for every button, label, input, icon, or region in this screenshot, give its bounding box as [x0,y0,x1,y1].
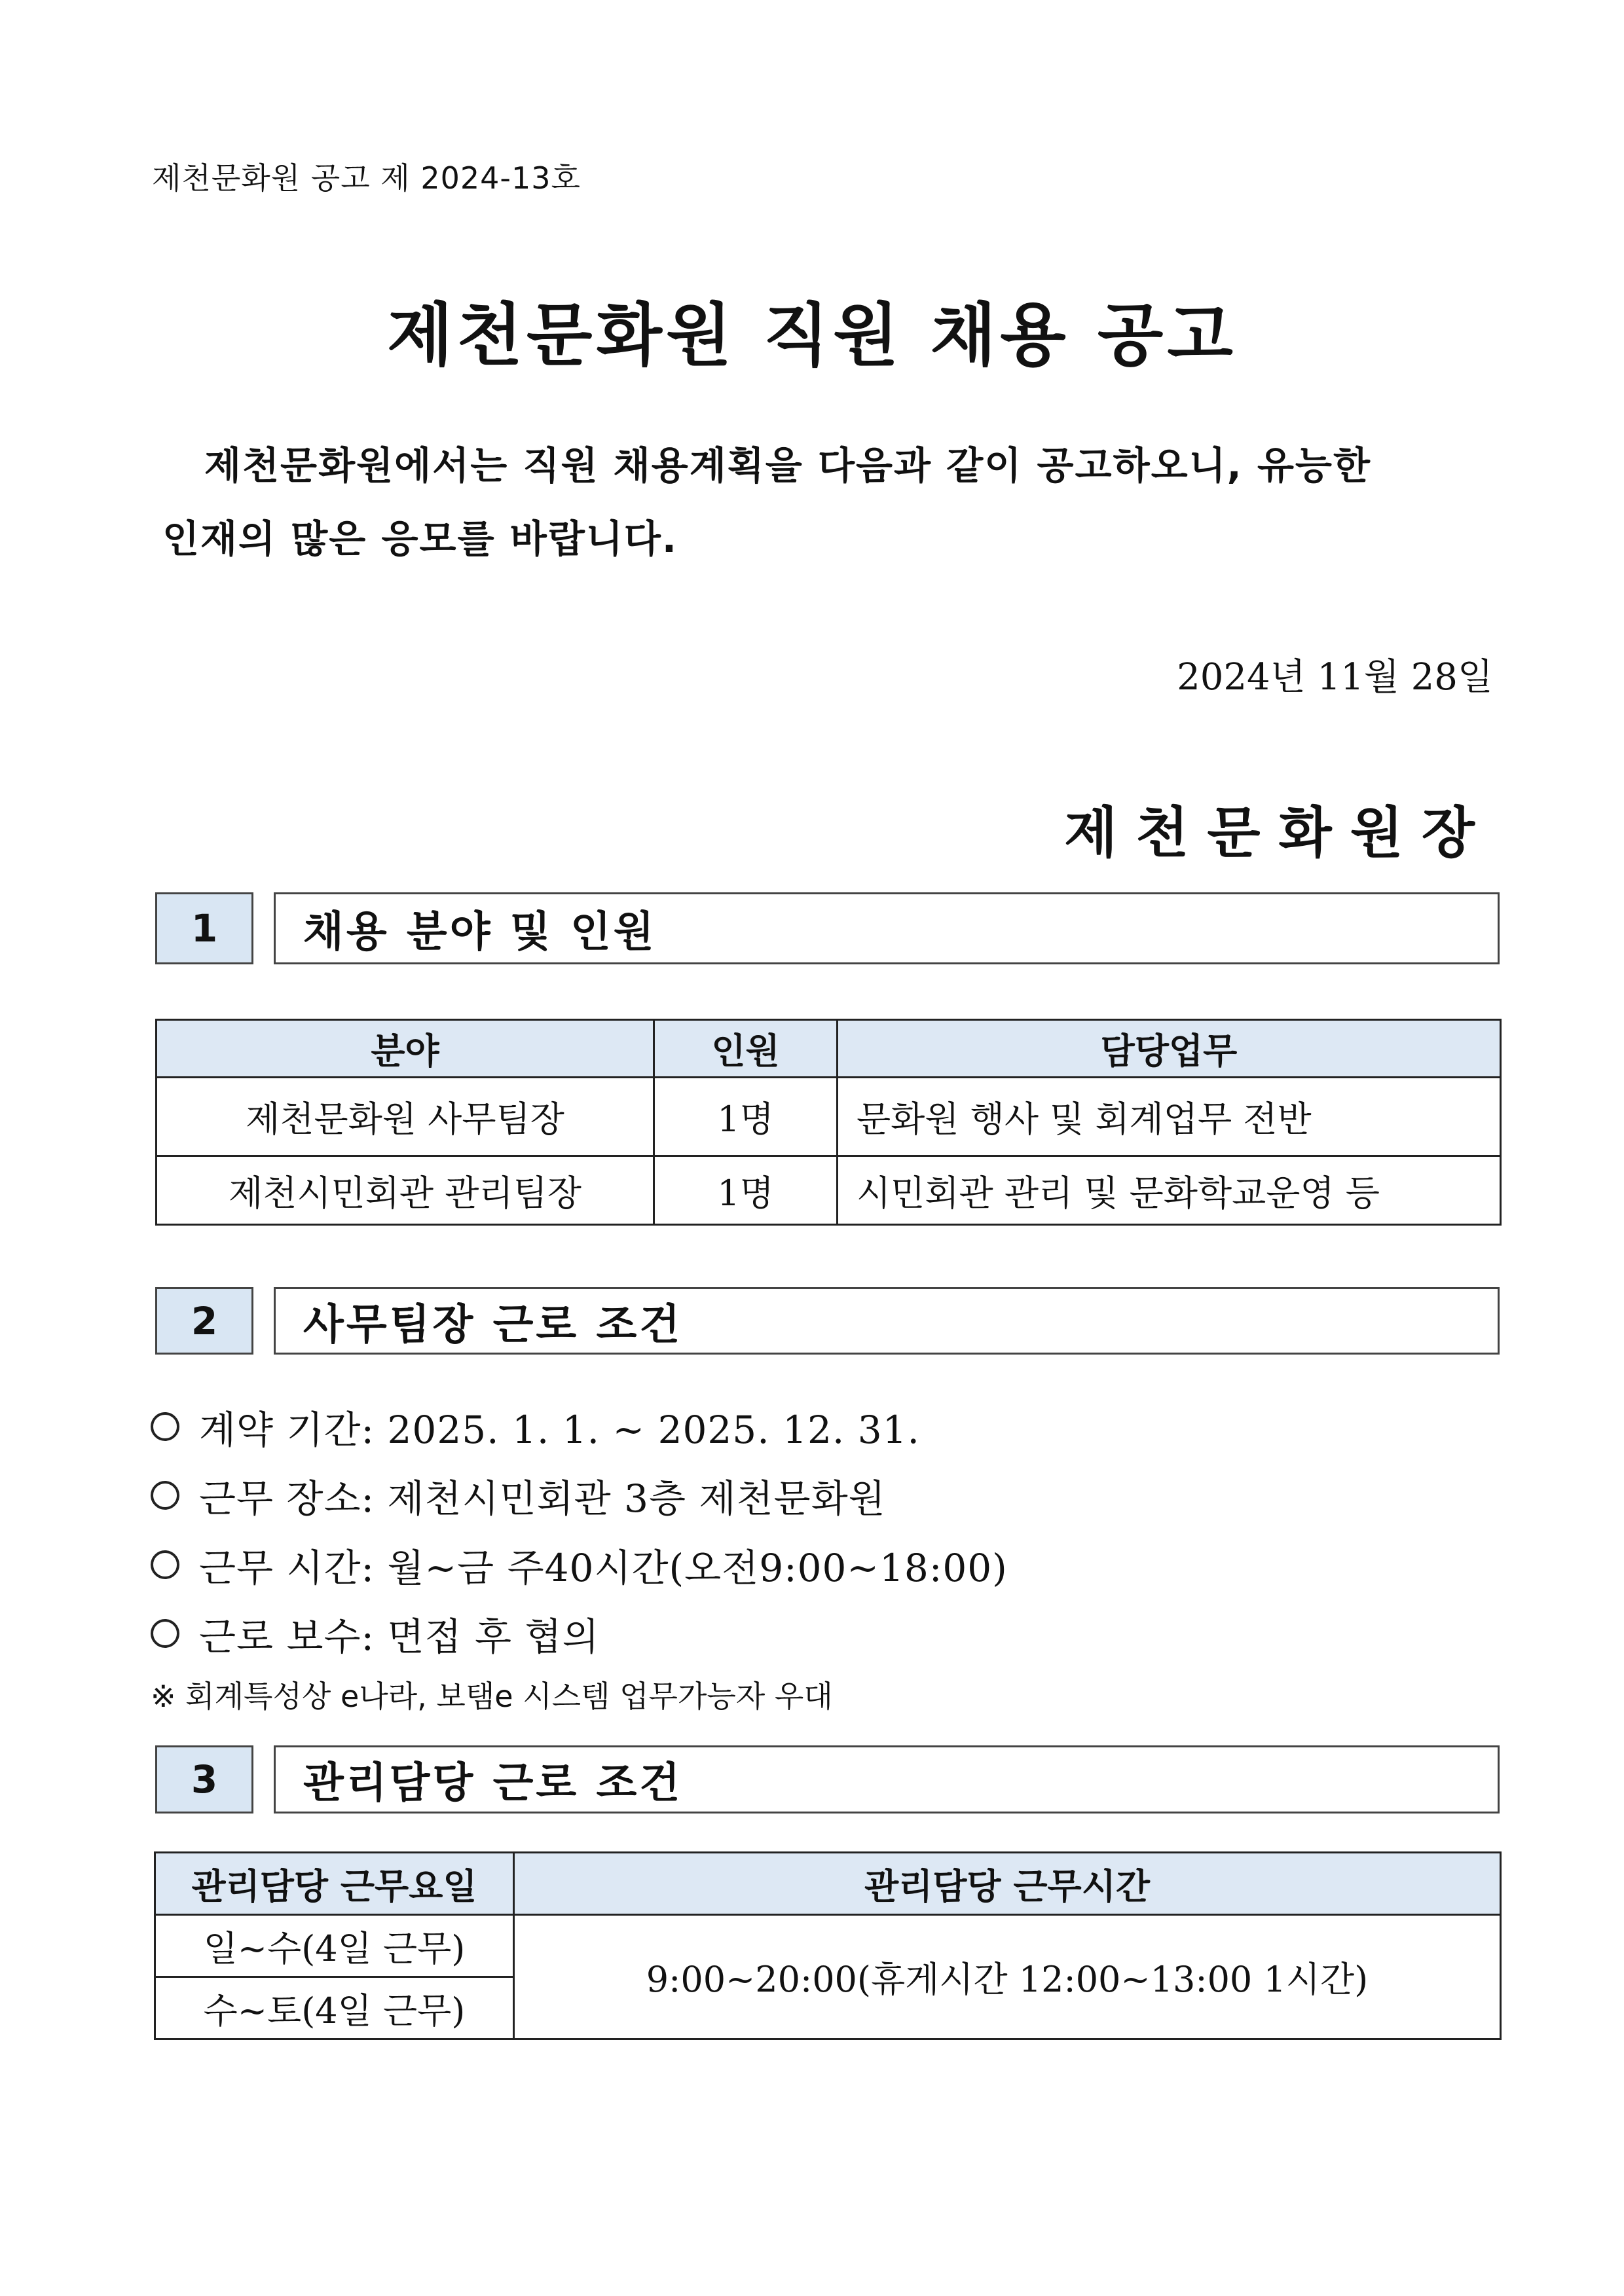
section-1-number: 1 [155,892,253,964]
table-cell: 제천문화원 사무팀장 [157,1078,654,1156]
intro-line-2: 인재의 많은 응모를 바랍니다. [162,517,678,561]
table-cell: 제천시민회관 관리팀장 [157,1156,654,1225]
condition-text: 근무 장소: 제천시민회관 3층 제천문화원 [199,1476,886,1521]
section-3-title: 관리담당 근로 조건 [274,1745,1500,1813]
table-row [157,1078,1501,1156]
table-cell: 1명 [654,1078,838,1156]
table-header-row [155,1853,1501,1915]
column-header: 담당업무 [838,1020,1501,1078]
condition-item [151,1399,920,1454]
table-cell: 문화원 행사 및 회계업무 전반 [838,1078,1501,1156]
column-header: 관리담당 근무시간 [514,1853,1501,1915]
circle-bullet-icon [151,1481,179,1510]
section-2-number: 2 [155,1287,253,1355]
condition-text: 계약 기간: 2025. 1. 1. ~ 2025. 12. 31. [199,1408,920,1452]
signer: 제천문화원장 [1064,801,1493,865]
notice-date: 2024년 11월 28일 [1177,656,1493,699]
preference-note: ※ 회계특성상 e나라, 보탬e 시스템 업무가능자 우대 [151,1679,833,1714]
notice-number: 제천문화원 공고 제 2024-13호 [152,160,581,196]
section-1-title: 채용 분야 및 인원 [274,892,1500,964]
condition-text: 근로 보수: 면접 후 협의 [199,1614,600,1659]
column-header: 관리담당 근무요일 [155,1853,514,1915]
table-row [157,1156,1501,1225]
table-row [155,1915,1501,1977]
table-cell: 일~수(4일 근무) [155,1915,514,1977]
column-header: 분야 [157,1020,654,1078]
table-cell: 1명 [654,1156,838,1225]
schedule-table [154,1851,1502,2040]
circle-bullet-icon [151,1412,179,1441]
intro-line-1: 제천문화원에서는 직원 채용계획을 다음과 같이 공고하오니, 유능한 [204,443,1371,488]
table-cell: 수~토(4일 근무) [155,1977,514,2039]
table-cell: 9:00~20:00(휴게시간 12:00~13:00 1시간) [514,1915,1501,2039]
table-header-row [157,1020,1501,1078]
section-3-number: 3 [155,1745,253,1813]
document-title: 제천문화원 직원 채용 공고 [387,295,1237,375]
column-header: 인원 [654,1020,838,1078]
section-2-title: 사무팀장 근로 조건 [274,1287,1500,1355]
intro-paragraph [162,429,1505,575]
table-cell: 시민회관 관리 및 문화학교운영 등 [838,1156,1501,1225]
circle-bullet-icon [151,1550,179,1579]
recruitment-table [155,1019,1502,1226]
circle-bullet-icon [151,1619,179,1648]
condition-item [151,1537,1008,1592]
condition-item [151,1468,886,1523]
condition-text: 근무 시간: 월~금 주40시간(오전9:00~18:00) [199,1546,1008,1590]
condition-item [151,1606,600,1661]
